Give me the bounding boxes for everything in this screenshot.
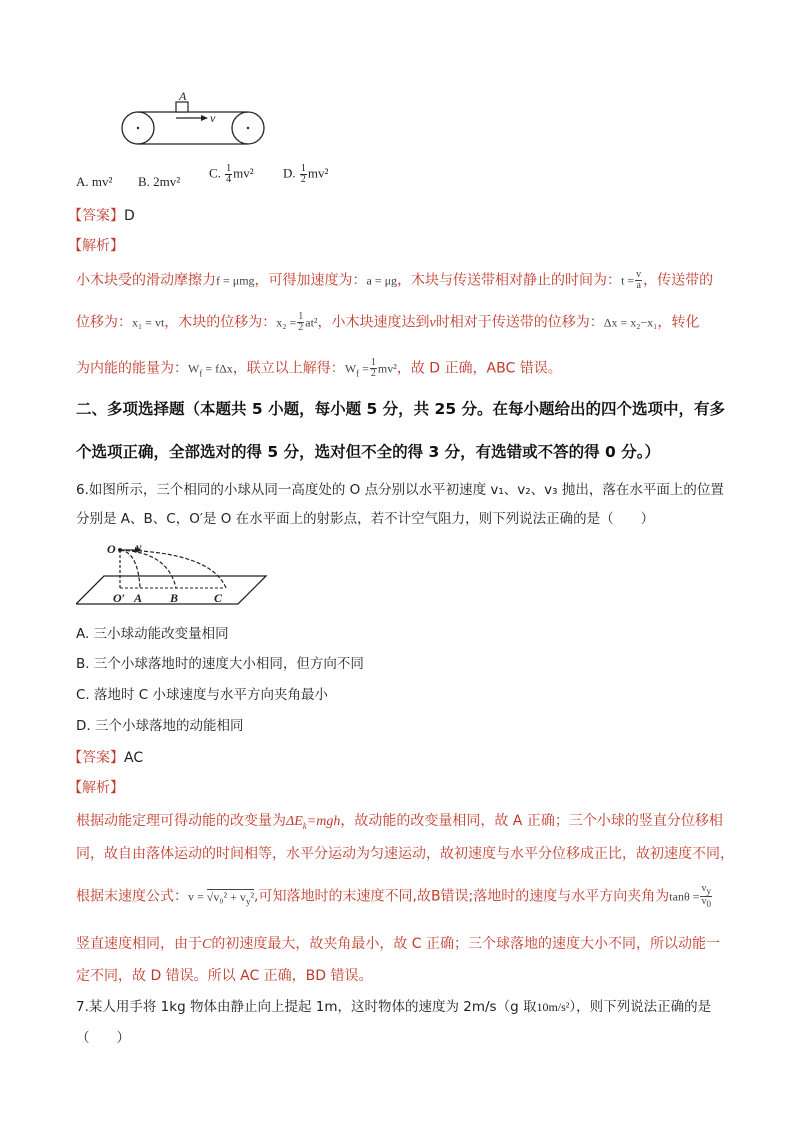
trajectory-c — [120, 550, 226, 588]
q6-analysis-label: 【解析】 — [68, 780, 124, 796]
q7-stem-line-2: （ ） — [76, 1030, 130, 1046]
section-2-heading-line-2: 个选项正确，全部选对的得 5 分，选对但不全的得 3 分，有选错或不答的得 0 分。） — [76, 443, 660, 461]
q5-answer: 【答案】D — [68, 208, 135, 224]
q6-analysis-line-3: 根据末速度公式：$v = √v_0^2 + v_y^2$,可知落地时的末速度不同,故B错误;落地时的速度与水平方向夹角为tanθ = $\frac{v_y}{v_0}$ — [76, 883, 711, 909]
q6-analysis-line-2: 同，故自由落体运动的时间相等，水平分运动为匀速运动，故初速度与水平分位移成正比，故初速度不同， — [76, 846, 734, 862]
q6-analysis-line-1: 根据动能定理可得动能的改变量为$\Delta E_k=mgh$，故动能的改变量相同，故 A 正确；三个小球的竖直分位移相 — [76, 813, 723, 831]
label-a: A — [134, 591, 143, 605]
label-v: v — [136, 540, 142, 554]
section-2-heading-line-1: 二、多项选择题（本题共 5 小题，每小题 5 分，共 25 分。在每小题给出的四个选项中，有多 — [76, 400, 726, 418]
trajectory-b — [120, 550, 176, 588]
q5-analysis-line-1: 小木块受的滑动摩擦力f = μmg，可得加速度为：a = μg，木块与传送带相对静止的时间为：t = $\frac{v}{a}$ ，传送带的 — [76, 269, 714, 291]
q6-option-b: B. 三个小球落地时的速度大小相同，但方向不同 — [76, 656, 364, 672]
trajectory-a — [120, 550, 140, 588]
q5-option-d: D. $\frac{1}{2}$ mv² — [283, 163, 329, 185]
q5-option-b: B. 2mv² — [138, 174, 181, 189]
q6-option-a: A. 三小球动能改变量相同 — [76, 626, 229, 642]
q6-stem-line-2: 分别是 A、B、C，O′是 O 在水平面上的射影点，若不计空气阻力，则下列说法正确的是（ ） — [76, 511, 655, 527]
conveyor-belt-diagram — [118, 88, 273, 148]
q6-stem-line-1: 6.如图所示，三个相同的小球从同一高度处的 O 点分别以水平初速度 v₁、v₂、v₃ 抛出，落在水平面上的位置 — [76, 482, 724, 498]
velocity-label: v — [210, 111, 216, 125]
q5-analysis-line-2: 位移为：x₁ = vt，木块的位移为：x₂ = $\frac{1}{2}$ at²，小木块速度达到v时相对于传送带的位移为：Δx = x₂−x₁，转化 — [76, 311, 700, 333]
q5-analysis-label: 【解析】 — [68, 238, 124, 254]
label-c: C — [214, 591, 223, 605]
q6-analysis-line-4: 竖直速度相同，由于C的初速度最大，故夹角最小，故 C 正确；三个球落地的速度大小不同，所以动能一 — [76, 936, 721, 952]
q5-option-a: A. mv² — [76, 174, 113, 189]
label-b: B — [170, 591, 179, 605]
q5-analysis-line-3: 为内能的能量为：$W_f = f\Delta x$，联立以上解得：$W_f$ = $\frac{1}{2}$ mv²，故 D 正确，ABC 错误。 — [76, 357, 562, 379]
q6-option-c: C. 落地时 C 小球速度与水平方向夹角最小 — [76, 687, 329, 703]
q6-analysis-line-5: 定不同，故 D 错误。所以 AC 正确，BD 错误。 — [76, 968, 373, 984]
q6-answer: 【答案】AC — [68, 750, 144, 766]
q5-option-c: C. $\frac{1}{4}$ mv² — [209, 163, 254, 185]
q6-option-d: D. 三个小球落地的动能相同 — [76, 718, 244, 734]
label-o-prime: O′ — [113, 591, 126, 605]
q7-stem-line-1: 7.某人用手将 1kg 物体由静止向上提起 1m，这时物体的速度为 2m/s（g 取10m/s²），则下列说法正确的是 — [76, 999, 712, 1015]
label-o: O — [107, 542, 116, 556]
block-label: A — [179, 89, 187, 103]
